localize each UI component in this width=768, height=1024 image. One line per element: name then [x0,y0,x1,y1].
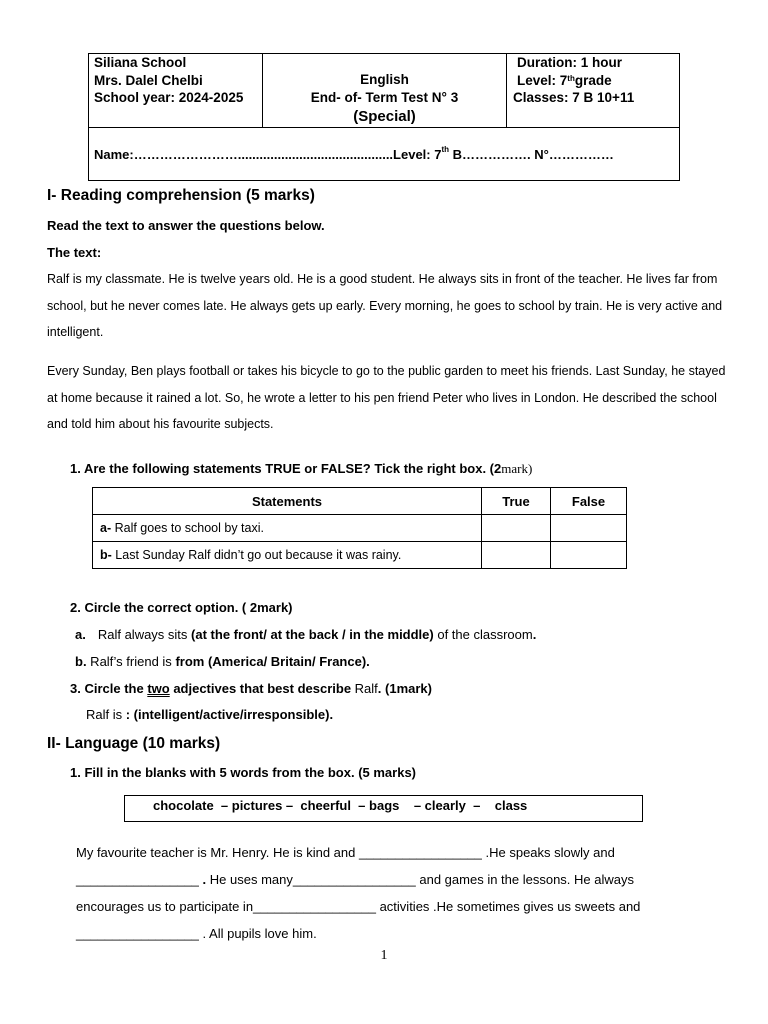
header-test-info [263,54,507,127]
statement-b: b- Last Sunday Ralf didn’t go out because it was rainy. [93,542,482,569]
subject: English [360,72,409,87]
table-row [93,542,627,569]
reading-paragraph-1: Ralf is my classmate. He is twelve years old. He is a good student. He always sits in front of the teacher. He lives far from school, but he never comes late. He always gets up early. Every morning, he goes to school by train. He is very active and intelligent. [47,272,723,339]
test-title: End- of- Term Test N° 3 [310,90,459,105]
page-number: 1 [380,948,388,963]
fill-blank-line-1: My favourite teacher is Mr. Henry. He is kind and _________________ .He speaks slowly and [76,845,615,860]
table-row [93,515,627,542]
true-box-a[interactable] [482,515,551,542]
false-box-b[interactable] [551,542,627,569]
student-info-line: Name:……………………...........................................Level: 7th B……………. N°…………… [94,145,614,162]
header-statements: Statements [93,488,482,515]
table-header-row [93,488,627,515]
section-2-title: II- Language (10 marks) [47,735,221,752]
teacher-name: Mrs. Dalel Chelbi [94,72,203,88]
true-false-table [92,487,627,569]
question-2a: a. Ralf always sits (at the front/ at the back / in the middle) of the classroom. [75,627,537,642]
question-3: 3. Circle the two adjectives that best describe Ralf. (1mark) [70,681,432,696]
question-2: 2. Circle the correct option. ( 2mark) [70,600,293,615]
text-label: The text: [47,245,102,260]
section-1-title: I- Reading comprehension (5 marks) [47,187,315,204]
question-2b: b. Ralf’s friend is from (America/ Britain/ France). [75,654,370,669]
duration: Duration: 1 hour [517,55,622,70]
header-class-info [507,54,679,127]
header-top-row [89,54,679,128]
question-3-answer: Ralf is : (intelligent/active/irresponsible). [86,707,334,722]
language-question-1: 1. Fill in the blanks with 5 words from the box. (5 marks) [70,765,417,780]
header-box [88,53,680,181]
header-false: False [551,488,627,515]
reading-instruction: Read the text to answer the questions below. [47,218,325,233]
school-name: Siliana School [94,55,187,70]
fill-blank-line-4: _________________ . All pupils love him. [76,926,317,941]
fill-blank-line-2: _________________ . He uses many_________________ and games in the lessons. He always [76,872,634,887]
classes: Classes: 7 B 10+11 [513,90,635,105]
true-box-b[interactable] [482,542,551,569]
fill-blank-line-3: encourages us to participate in_________________ activities .He sometimes gives us sweets and [76,899,641,914]
level: Level: 7thgrade [517,72,612,88]
statement-a: a- Ralf goes to school by taxi. [93,515,482,542]
reading-paragraph-2: Every Sunday, Ben plays football or takes his bicycle to go to the public garden to meet his friends. Last Sunday, he stayed at home because it rained a lot. So, he wrote a letter to his pen friend Peter who lives in London. He described the school and told him about his favourite subjects. [47,364,726,431]
question-1: 1. Are the following statements TRUE or FALSE? Tick the right box. (2mark) [70,461,533,476]
word-box: chocolate – pictures – cheerful – bags – clearly – class [124,795,643,822]
test-special: (Special) [353,108,416,125]
header-true: True [482,488,551,515]
header-school-info [89,54,263,127]
false-box-a[interactable] [551,515,627,542]
school-year: School year: 2024-2025 [94,90,244,105]
